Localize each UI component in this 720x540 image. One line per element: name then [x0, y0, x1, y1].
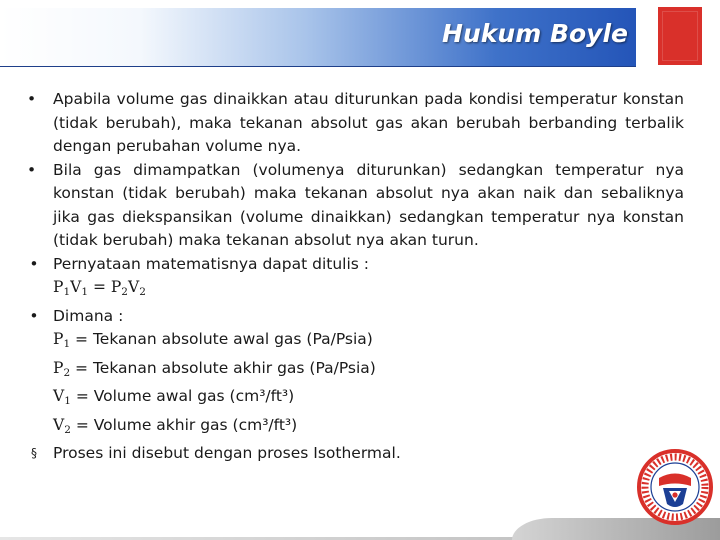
- definition-line-3: [24, 385, 684, 414]
- bullet-dot-icon: •: [27, 90, 37, 108]
- definition-text: = Tekanan absolute akhir gas (Pa/Psia): [70, 358, 376, 377]
- formula-symbol: V: [127, 278, 140, 296]
- bullet-text-4: Dimana :: [53, 306, 124, 325]
- slide-title: Hukum Boyle: [442, 19, 628, 48]
- bullet-item-4: [24, 305, 684, 329]
- bullet-item-3: [24, 253, 684, 277]
- bullet-text-5: Proses ini disebut dengan proses Isothermal.: [53, 444, 401, 462]
- bullet-item-2: [24, 159, 684, 253]
- definition-symbol: V: [53, 387, 65, 405]
- bullet-text-2: Bila gas dimampatkan (volumenya diturunkan) sedangkan temperatur nya konstan (tidak berubah) maka tekanan absolut nya akan naik dan sebaliknya jika gas diekspansikan (volume dinaikkan) sedangkan temperatur nya konstan (tidak berubah) maka tekanan absolut nya akan turun.: [53, 160, 684, 249]
- definition-symbol: V: [53, 415, 65, 434]
- red-accent-box: [658, 7, 702, 65]
- square-bullet-icon: §: [31, 446, 37, 460]
- formula-equals: =: [88, 278, 111, 296]
- formula-symbol: V: [70, 278, 82, 296]
- definition-text: = Volume awal gas (cm³/ft³): [70, 387, 295, 405]
- bullet-dot-icon: •: [29, 254, 39, 273]
- definition-subscript: 2: [63, 366, 71, 379]
- bullet-text-1: Apabila volume gas dinaikkan atau diturunkan pada kondisi temperatur konstan (tidak berubah), maka tekanan absolut gas akan berubah berbanding terbalik dengan perubahan volume nya.: [53, 90, 684, 155]
- definition-line-1: [24, 328, 684, 357]
- bullet-dot-icon: •: [29, 306, 39, 325]
- bullet-item-5: [24, 442, 684, 466]
- definition-subscript: 1: [64, 395, 71, 407]
- title-bar: [0, 8, 636, 67]
- formula-line: [24, 276, 684, 305]
- formula-subscript: 1: [63, 286, 71, 298]
- circular-emblem-logo-icon: [636, 446, 714, 528]
- bullet-dot-icon: •: [27, 160, 37, 179]
- definition-text: = Volume akhir gas (cm³/ft³): [70, 415, 298, 434]
- formula-subscript: 2: [121, 286, 128, 298]
- formula-subscript: 2: [139, 286, 146, 298]
- slide-content: [24, 88, 684, 466]
- definition-text: = Tekanan absolute awal gas (Pa/Psia): [70, 330, 373, 348]
- definition-line-4: [24, 414, 684, 443]
- definition-symbol: P: [53, 330, 64, 348]
- definition-subscript: 1: [63, 338, 71, 350]
- formula-symbol: P: [53, 278, 64, 296]
- bullet-item-1: [24, 88, 684, 159]
- formula-subscript: 1: [81, 286, 89, 298]
- definition-subscript: 2: [64, 423, 71, 436]
- definition-symbol: P: [53, 358, 64, 377]
- bullet-text-3: Pernyataan matematisnya dapat ditulis :: [53, 254, 370, 273]
- formula-symbol: P: [110, 278, 122, 296]
- definition-line-2: [24, 357, 684, 386]
